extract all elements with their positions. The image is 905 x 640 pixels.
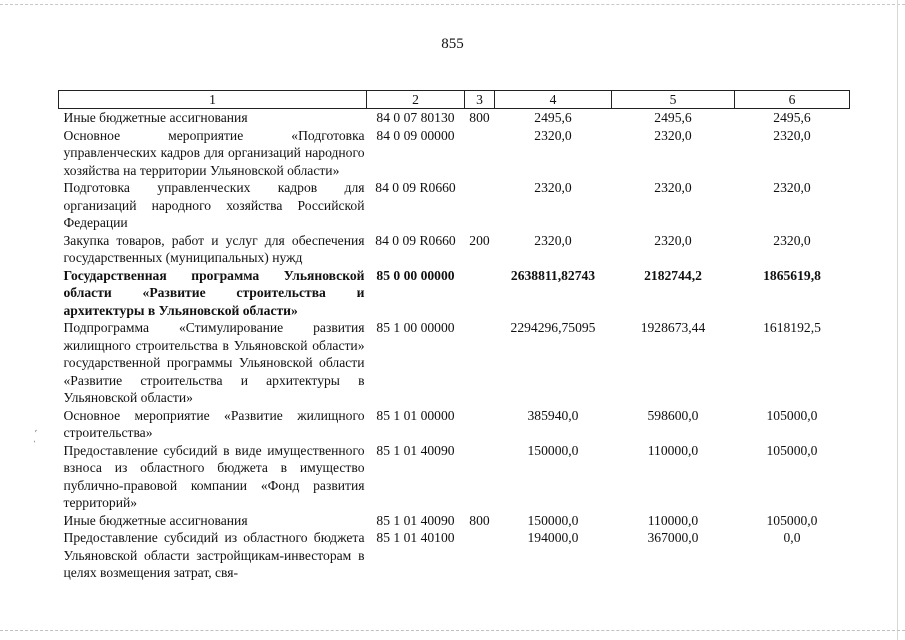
table-row [59, 127, 850, 180]
row-value-col4: 2638811,82743 [510, 267, 596, 283]
row-expense-type: 200 [469, 232, 490, 248]
table-row [59, 179, 850, 232]
table-row [59, 267, 850, 320]
row-expense-type [465, 179, 495, 232]
table-row [59, 109, 850, 127]
budget-table [58, 90, 850, 582]
row-value-col5: 110000,0 [647, 442, 699, 458]
row-code: 84 0 07 80130 [376, 110, 455, 125]
row-value-col4: 150000,0 [527, 442, 579, 458]
row-value-col5: 2182744,2 [644, 267, 702, 283]
row-value-col4: 2294296,75095 [510, 320, 596, 335]
row-value-col4: 2495,6 [534, 110, 572, 125]
header-col-2: 2 [367, 91, 465, 109]
row-value-col5: 2320,0 [654, 180, 692, 195]
row-value-col6: 105000,0 [766, 442, 818, 458]
row-name: Основное мероприятие «Подготовка управленческих кадров для организаций народного хозяйства на территории Ульяновской области» [63, 127, 365, 178]
row-expense-type: 800 [469, 512, 490, 528]
row-value-col4: 2320,0 [534, 127, 572, 143]
row-value-col5: 598600,0 [647, 407, 699, 423]
row-value-col5: 1928673,44 [640, 320, 706, 335]
row-value-col5: 2320,0 [654, 232, 692, 248]
header-col-6: 6 [735, 91, 850, 109]
row-expense-type [465, 127, 495, 180]
table-row [59, 232, 850, 267]
table-row [59, 319, 850, 407]
row-name: Подпрограмма «Стимулирование развития жилищного строительства в Ульяновской области» государственной программы Ульяновской области «Развитие строительства и архитектуры в Ульяновской области» [63, 320, 365, 405]
row-expense-type: 800 [469, 110, 490, 125]
row-value-col4: 2320,0 [534, 180, 572, 195]
row-code: 85 1 00 00000 [376, 320, 455, 335]
row-expense-type [465, 442, 495, 512]
scan-edge-top [0, 4, 905, 5]
row-value-col5: 110000,0 [647, 512, 699, 528]
table-body [59, 109, 850, 582]
table-row [59, 407, 850, 442]
row-code: 85 1 01 40090 [376, 442, 455, 458]
row-value-col6: 1618192,5 [763, 320, 821, 335]
row-value-col6: 0,0 [783, 530, 801, 545]
row-value-col6: 2320,0 [773, 180, 811, 195]
table-row [59, 442, 850, 512]
row-value-col5: 2495,6 [654, 110, 692, 125]
row-expense-type [465, 319, 495, 407]
row-code: 84 0 09 R0660 [375, 180, 456, 195]
row-value-col4: 194000,0 [527, 530, 579, 545]
row-code: 85 0 00 00000 [376, 267, 455, 283]
row-code: 84 0 09 R0660 [375, 232, 456, 248]
table-row [59, 512, 850, 530]
row-value-col4: 385940,0 [527, 407, 579, 423]
page-number: 855 [441, 36, 464, 52]
header-col-4: 4 [495, 91, 612, 109]
row-code: 85 1 01 40090 [376, 512, 455, 528]
scan-edge-right [897, 0, 898, 640]
row-name: Подготовка управленческих кадров для организаций народного хозяйства Российской Федерации [63, 180, 365, 230]
header-row [59, 91, 850, 109]
scan-edge-bottom [0, 630, 905, 631]
row-code: 85 1 01 00000 [376, 407, 455, 423]
table-row [59, 529, 850, 582]
row-value-col6: 2495,6 [773, 110, 811, 125]
row-value-col6: 2320,0 [773, 232, 811, 248]
row-value-col6: 1865619,8 [763, 267, 821, 283]
row-name: Предоставление субсидий в виде имущественного взноса из областного бюджета в имущество публично-правовой компании «Фонд развития территорий» [63, 442, 365, 510]
row-name: Предоставление субсидий из областного бюджета Ульяновской области застройщикам-инвесторам в целях возмещения затрат, свя- [63, 530, 365, 580]
row-name: Государственная программа Ульяновской области «Развитие строительства и архитектуры в Ульяновской области» [63, 267, 365, 318]
stray-scan-mark: ˌ ˊ [27, 428, 43, 444]
row-value-col4: 2320,0 [534, 232, 572, 248]
row-value-col6: 2320,0 [773, 127, 811, 143]
row-value-col6: 105000,0 [766, 512, 818, 528]
row-value-col5: 2320,0 [654, 127, 692, 143]
row-expense-type [465, 407, 495, 442]
row-code: 85 1 01 40100 [376, 530, 455, 545]
row-name: Основное мероприятие «Развитие жилищного строительства» [63, 407, 365, 440]
row-name: Иные бюджетные ассигнования [63, 512, 248, 528]
row-expense-type [465, 529, 495, 582]
row-value-col6: 105000,0 [766, 407, 818, 423]
row-name: Закупка товаров, работ и услуг для обеспечения государственных (муниципальных) нужд [63, 232, 365, 265]
header-col-5: 5 [612, 91, 735, 109]
header-col-3: 3 [465, 91, 495, 109]
row-value-col4: 150000,0 [527, 512, 579, 528]
row-value-col5: 367000,0 [647, 530, 699, 545]
row-name: Иные бюджетные ассигнования [63, 110, 248, 125]
row-code: 84 0 09 00000 [376, 127, 455, 143]
row-expense-type [465, 267, 495, 320]
header-col-1: 1 [59, 91, 367, 109]
